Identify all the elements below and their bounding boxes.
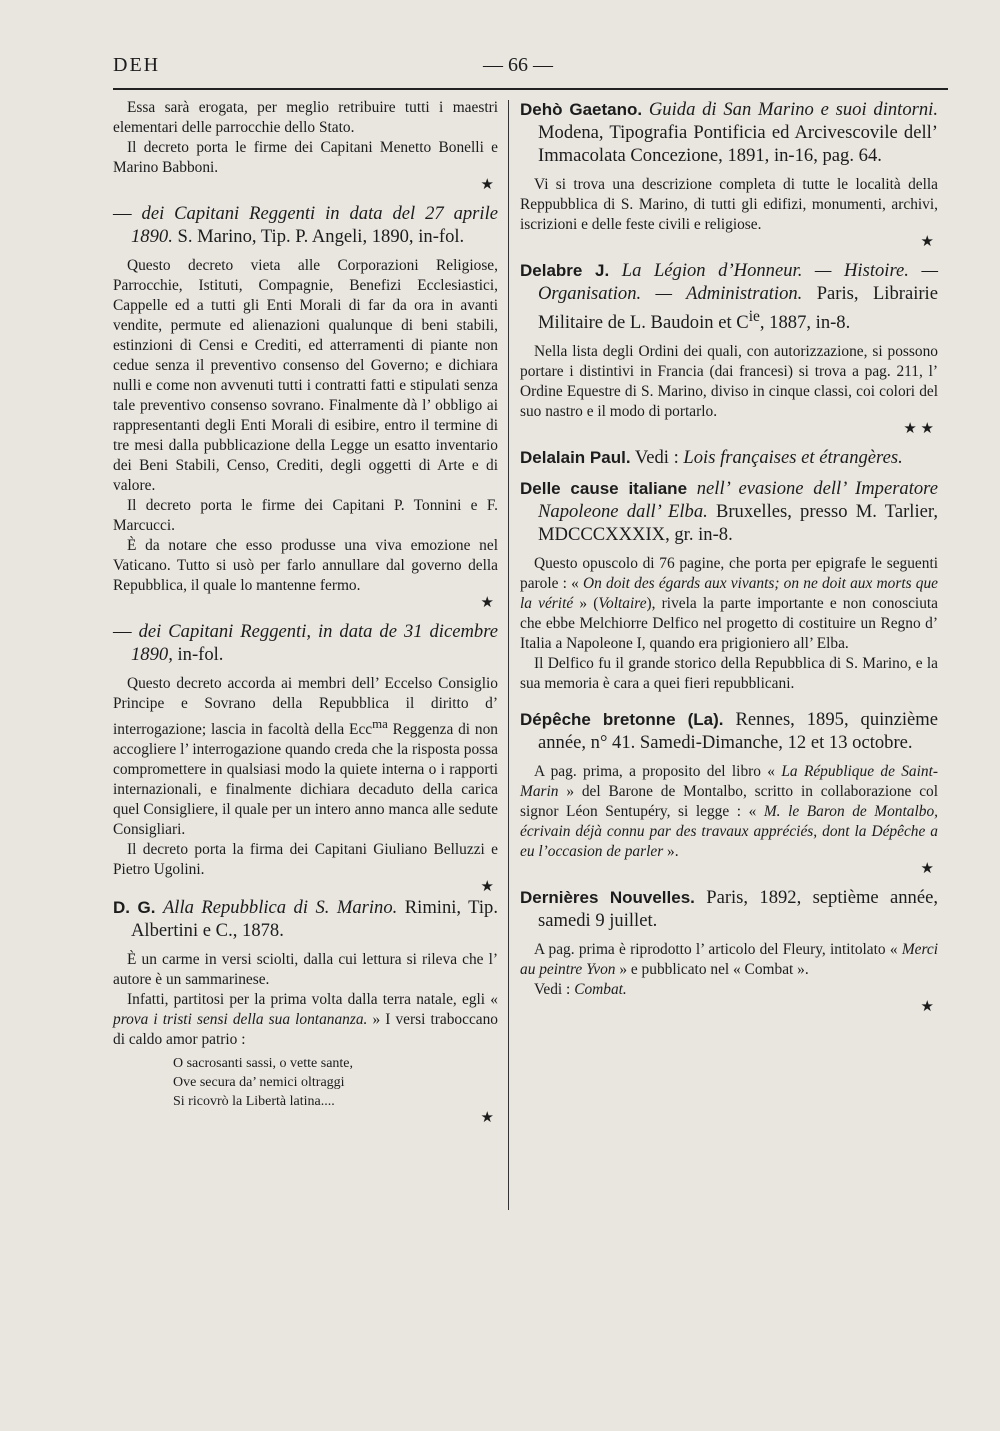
bibliographic-entry: Dernières Nouvelles. Paris, 1892, septième année, samedi 9 juillet. — [520, 887, 938, 932]
page-header — [113, 50, 948, 90]
star-ornament: ★ — [480, 1110, 494, 1127]
right-column — [520, 98, 938, 1301]
column-divider — [508, 100, 509, 1210]
entry-title: dei Capitani Reggenti, in data de 31 dicembre 1890, — [131, 621, 498, 665]
star-ornament: ★ — [920, 861, 934, 878]
running-head: DEH — [113, 54, 161, 76]
entry-heading: Delabre J. — [520, 261, 610, 280]
star-ornament: ★ ★ — [903, 421, 934, 438]
star-ornament: ★ — [480, 879, 494, 896]
entry-title: Alla Repubblica di S. Marino. — [162, 897, 398, 919]
entry-heading: Dehò Gaetano. — [520, 100, 643, 119]
paragraph: Il Delfico fu il grande storico della Repubblica di S. Marino, e la sua memoria è cara a quei fieri repubblicani. — [520, 655, 938, 693]
poem-line: Ove secura da’ nemici oltraggi — [173, 1075, 345, 1091]
entry-heading: D. G. — [113, 898, 156, 918]
entry-heading: Delle cause italiane — [520, 479, 688, 499]
entry-heading: Dernières Nouvelles. — [520, 888, 695, 908]
paragraph: Questo decreto vieta alle Corporazioni Religiose, Parrocchie, Istituti, Compagnie, Benefizi Ecclesiastici, Cappelle ed a tutti gli Enti Morali di far da ora in avanti vendite, permute ed alienazioni qualunque di beni stabili, estinzioni di Censi e Crediti, ed atterramenti di piante non cedue senza il preventivo consenso del Governo; e dichiara nulli e come non avvenuti tutti i contratti fatti e stipulati senza tale preventivo consenso sovrano. Finalmente dà l’ obbligo ai rappresentanti degli Enti Morali di esibire, entro il termine di tre mesi dalla pubblicazione della Legge un esatto inventario dei Beni Stabili, Censo, Crediti, degli oggetti di Arte e di valore. — [113, 257, 498, 494]
left-column — [113, 98, 498, 1301]
paragraph: Questo decreto accorda ai membri dell’ Eccelso Consiglio Principe e Sovrano della Repubblica il diritto d’ interrogazione; lascia in facoltà della Ecc$^{ma}$ Reggenza di non accogliere l’ interrogazione quando creda che la risposta possa compromettere in qualsiasi modo la quiete interna o i rapporti internazionali, e finalmente dichiara decaduto della carica quel Consigliere, il quale per un intero anno manca alle sedute Consigliari. — [113, 675, 498, 839]
paragraph: Infatti, partitosi per la prima volta dalla terra natale, egli « prova i tristi sensi della sua lontananza. » I versi traboccano di caldo amor patrio : — [113, 991, 498, 1049]
paragraph: Essa sarà erogata, per meglio retribuire tutti i maestri elementari delle parrocchie dello Stato. — [113, 99, 498, 136]
paragraph: Il decreto porta le firme dei Capitani P. Tonnini e F. Marcucci. — [113, 497, 498, 534]
bibliographic-entry: D. G. Alla Repubblica di S. Marino. Rimini, Tip. Albertini e C., 1878. — [113, 897, 498, 942]
star-ornament: ★ — [480, 177, 494, 193]
bibliographic-entry: Delle cause italiane nell’ evasione dell’ Imperatore Napoleone dall’ Elba. Bruxelles, presso M. Tarlier, MDCCCXXXIX, gr. in-8. — [520, 478, 938, 546]
bibliographic-entry: — dei Capitani Reggenti in data del 27 aprile 1890. S. Marino, Tip. P. Angeli, 1890, in-fol. — [113, 203, 499, 247]
poem-quote — [173, 1054, 498, 1111]
bibliographic-entry: — dei Capitani Reggenti, in data de 31 dicembre 1890, in-fol. — [113, 621, 498, 665]
poem-line: Si ricovrò la Libertà latina.... — [173, 1094, 335, 1110]
bibliographic-entry: Dehò Gaetano. Guida di San Marino e suoi dintorni. Modena, Tipografia Pontificia ed Arcivescovile dell’ Immacolata Concezione, 1891, in-16, pag. 64. — [520, 99, 938, 166]
bibliographic-entry: Delalain Paul. Vedi : Lois françaises et étrangères. — [520, 447, 903, 469]
paragraph: Questo opuscolo di 76 pagine, che porta per epigrafe le seguenti parole : « On doit des égards aux vivants; on ne doit aux morts que la vérité » (Voltaire), rivela la parte importante e non conosciuta che ebbe Melchiorre Delfico nel progetto di costituire un Regno d’ Italia a Napoleone I, quando era prigioniero all’ Elba. — [520, 555, 938, 653]
paragraph: Nella lista degli Ordini dei quali, con autorizzazione, si possono portare i distintivi in Francia (dai francesi) si trova a pag. 211, l’ Ordine Equestre di S. Marino, diviso in cinque classi, coi colori del suo nastro e il modo di portarlo. — [520, 343, 938, 421]
entry-title: dei Capitani Reggenti in data del 27 aprile 1890. — [131, 203, 499, 247]
paragraph: È da notare che esso produsse una viva emozione nel Vaticano. Tutto si usò per farlo annullare dal governo della Repubblica, il quale lo mantenne fermo. — [113, 537, 498, 594]
paragraph: Vi si trova una descrizione completa di tutte le località della Reppubblica di S. Marino, di tutti gli edifizi, monumenti, archivi, iscrizioni e delle feste civili e religiose. — [520, 176, 938, 233]
cross-reference: Lois françaises et étrangères. — [683, 447, 903, 469]
paragraph: A pag. prima, a proposito del libro « La République de Saint-Marin » del Barone de Montalbo, scritto in collaborazione col signor Léon Sentupéry, si legge : « M. le Baron de Montalbo, écrivain déjà connu par des travaux appréciés, dont la Dépêche a eu l’occasion de parler ». — [520, 763, 938, 861]
paragraph: A pag. prima è riprodotto l’ articolo del Fleury, intitolato « Merci au peintre Yvon » e pubblicato nel « Combat ». — [520, 941, 938, 979]
paragraph: Il decreto porta le firme dei Capitani Menetto Bonelli e Marino Babboni. — [113, 139, 498, 176]
entry-title: Guida di San Marino e suoi dintorni. — [648, 99, 938, 120]
paragraph: Il decreto porta la firma dei Capitani Giuliano Belluzzi e Pietro Ugolini. — [113, 841, 498, 879]
bibliographic-entry: Delabre J. La Légion d’Honneur. — Histoire. — Organisation. — Administration. Paris, Librairie Militaire de L. Baudoin et $C^{ie}$, 1887, in-8. — [520, 260, 938, 334]
bibliographic-entry: Dépêche bretonne (La). Rennes, 1895, quinzième année, n° 41. Samedi-Dimanche, 12 et 13 octobre. — [520, 709, 938, 754]
star-ornament: ★ — [920, 999, 934, 1016]
paragraph: Vedi : Combat. — [534, 981, 627, 999]
entry-heading: Dépêche bretonne (La). — [520, 710, 724, 730]
star-ornament: ★ — [480, 595, 494, 611]
entry-heading: Delalain Paul. — [520, 448, 631, 468]
star-ornament: ★ — [920, 234, 934, 250]
cross-reference: Combat. — [574, 981, 627, 999]
paragraph: È un carme in versi sciolti, dalla cui lettura si rileva che l’ autore è un sammarinese. — [113, 951, 498, 989]
page-number: — 66 — — [483, 54, 553, 76]
entry-title: nell’ evasione dell’ Imperatore Napoleone dall’ Elba. — [538, 478, 938, 523]
entry-title: La Légion d’Honneur. — Histoire. — Organisation. — Administration. — [538, 260, 938, 304]
poem-line: O sacrosanti sassi, o vette sante, — [173, 1056, 354, 1072]
